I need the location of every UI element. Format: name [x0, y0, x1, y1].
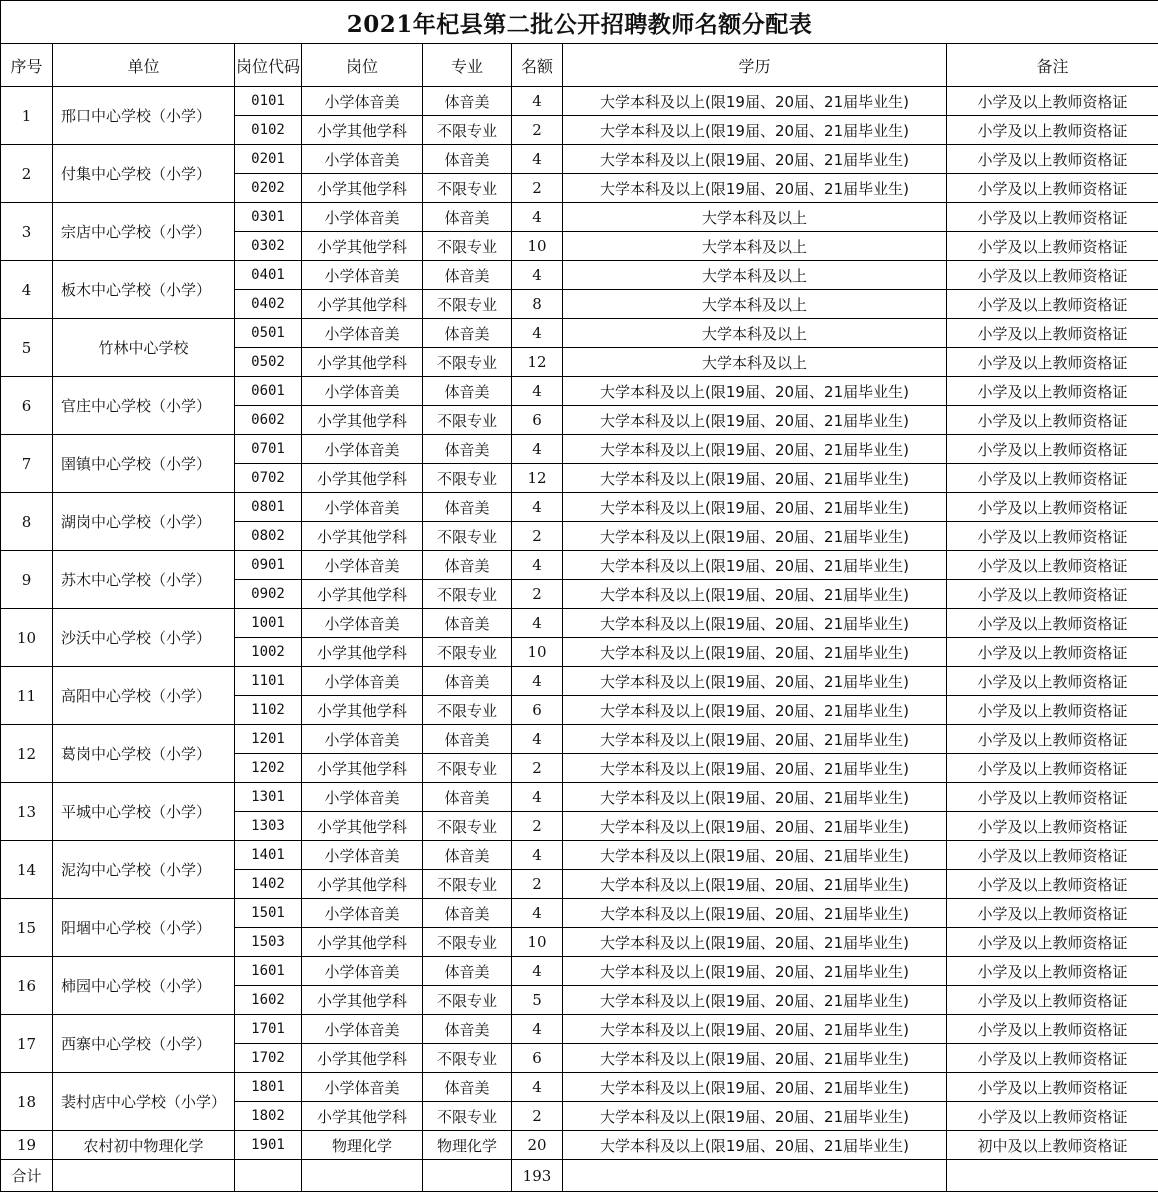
post-name: 小学体音美: [302, 841, 423, 870]
post-name: 小学其他学科: [302, 580, 423, 609]
post-name: 小学其他学科: [302, 522, 423, 551]
quota-count: 4: [512, 203, 563, 232]
post-code: 1801: [235, 1073, 302, 1102]
major: 体音美: [423, 899, 512, 928]
remark: 小学及以上教师资格证: [947, 435, 1158, 464]
post-code: 1702: [235, 1044, 302, 1073]
major: 不限专业: [423, 812, 512, 841]
row-number: 8: [1, 493, 53, 551]
remark: 小学及以上教师资格证: [947, 87, 1158, 116]
post-name: 小学体音美: [302, 203, 423, 232]
remark: 小学及以上教师资格证: [947, 261, 1158, 290]
row-number: 10: [1, 609, 53, 667]
education-requirement: 大学本科及以上: [563, 319, 947, 348]
row-number: 15: [1, 899, 53, 957]
quota-count: 2: [512, 522, 563, 551]
quota-count: 10: [512, 232, 563, 261]
unit-name: 付集中心学校（小学）: [53, 145, 235, 203]
major: 体音美: [423, 667, 512, 696]
remark: 小学及以上教师资格证: [947, 348, 1158, 377]
major: 不限专业: [423, 1044, 512, 1073]
post-name: 小学体音美: [302, 319, 423, 348]
quota-count: 4: [512, 87, 563, 116]
row-number: 1: [1, 87, 53, 145]
post-code: 1101: [235, 667, 302, 696]
header-remark: 备注: [947, 44, 1158, 87]
unit-name: 沙沃中心学校（小学）: [53, 609, 235, 667]
education-requirement: 大学本科及以上(限19届、20届、21届毕业生): [563, 551, 947, 580]
remark: 初中及以上教师资格证: [947, 1131, 1158, 1160]
post-code: 1802: [235, 1102, 302, 1131]
post-name: 小学体音美: [302, 493, 423, 522]
table-row: [1, 1015, 1158, 1044]
header-major: 专业: [423, 44, 512, 87]
quota-count: 4: [512, 435, 563, 464]
post-code: 1201: [235, 725, 302, 754]
education-requirement: 大学本科及以上: [563, 348, 947, 377]
post-name: 小学其他学科: [302, 986, 423, 1015]
row-number: 2: [1, 145, 53, 203]
remark: 小学及以上教师资格证: [947, 609, 1158, 638]
header-post: 岗位: [302, 44, 423, 87]
remark: 小学及以上教师资格证: [947, 203, 1158, 232]
quota-count: 4: [512, 551, 563, 580]
row-number: 4: [1, 261, 53, 319]
major: 体音美: [423, 377, 512, 406]
post-code: 0802: [235, 522, 302, 551]
post-code: 1202: [235, 754, 302, 783]
unit-name: 竹林中心学校: [53, 319, 235, 377]
row-number: 9: [1, 551, 53, 609]
total-empty-unit: [53, 1160, 235, 1192]
education-requirement: 大学本科及以上(限19届、20届、21届毕业生): [563, 1102, 947, 1131]
education-requirement: 大学本科及以上(限19届、20届、21届毕业生): [563, 609, 947, 638]
table-row: [1, 899, 1158, 928]
quota-count: 4: [512, 841, 563, 870]
table-row: [1, 551, 1158, 580]
quota-count: 20: [512, 1131, 563, 1160]
unit-name: 宗店中心学校（小学）: [53, 203, 235, 261]
remark: 小学及以上教师资格证: [947, 841, 1158, 870]
post-code: 1602: [235, 986, 302, 1015]
row-number: 7: [1, 435, 53, 493]
education-requirement: 大学本科及以上(限19届、20届、21届毕业生): [563, 638, 947, 667]
education-requirement: 大学本科及以上(限19届、20届、21届毕业生): [563, 87, 947, 116]
major: 不限专业: [423, 464, 512, 493]
major: 不限专业: [423, 1102, 512, 1131]
major: 不限专业: [423, 290, 512, 319]
education-requirement: 大学本科及以上(限19届、20届、21届毕业生): [563, 725, 947, 754]
remark: 小学及以上教师资格证: [947, 493, 1158, 522]
table-row: [1, 667, 1158, 696]
remark: 小学及以上教师资格证: [947, 1102, 1158, 1131]
post-name: 小学体音美: [302, 609, 423, 638]
row-number: 12: [1, 725, 53, 783]
remark: 小学及以上教师资格证: [947, 1015, 1158, 1044]
row-number: 18: [1, 1073, 53, 1131]
major: 体音美: [423, 783, 512, 812]
education-requirement: 大学本科及以上(限19届、20届、21届毕业生): [563, 696, 947, 725]
table-row: [1, 609, 1158, 638]
remark: 小学及以上教师资格证: [947, 986, 1158, 1015]
education-requirement: 大学本科及以上(限19届、20届、21届毕业生): [563, 580, 947, 609]
post-code: 0101: [235, 87, 302, 116]
total-empty-education: [563, 1160, 947, 1192]
post-code: 1001: [235, 609, 302, 638]
post-name: 小学体音美: [302, 899, 423, 928]
unit-name: 平城中心学校（小学）: [53, 783, 235, 841]
post-name: 小学体音美: [302, 377, 423, 406]
remark: 小学及以上教师资格证: [947, 812, 1158, 841]
post-name: 小学体音美: [302, 667, 423, 696]
table-row: [1, 87, 1158, 116]
remark: 小学及以上教师资格证: [947, 580, 1158, 609]
major: 体音美: [423, 203, 512, 232]
remark: 小学及以上教师资格证: [947, 174, 1158, 203]
quota-count: 12: [512, 464, 563, 493]
row-number: 5: [1, 319, 53, 377]
post-name: 小学其他学科: [302, 812, 423, 841]
remark: 小学及以上教师资格证: [947, 957, 1158, 986]
unit-name: 湖岗中心学校（小学）: [53, 493, 235, 551]
quota-count: 8: [512, 290, 563, 319]
remark: 小学及以上教师资格证: [947, 1073, 1158, 1102]
post-name: 小学其他学科: [302, 1044, 423, 1073]
major: 体音美: [423, 493, 512, 522]
post-code: 1501: [235, 899, 302, 928]
remark: 小学及以上教师资格证: [947, 522, 1158, 551]
remark: 小学及以上教师资格证: [947, 377, 1158, 406]
post-code: 0301: [235, 203, 302, 232]
post-code: 0402: [235, 290, 302, 319]
remark: 小学及以上教师资格证: [947, 464, 1158, 493]
unit-name: 邢口中心学校（小学）: [53, 87, 235, 145]
post-name: 小学体音美: [302, 783, 423, 812]
education-requirement: 大学本科及以上(限19届、20届、21届毕业生): [563, 145, 947, 174]
post-name: 小学其他学科: [302, 174, 423, 203]
major: 体音美: [423, 551, 512, 580]
major: 不限专业: [423, 580, 512, 609]
post-name: 小学体音美: [302, 957, 423, 986]
unit-name: 高阳中心学校（小学）: [53, 667, 235, 725]
major: 体音美: [423, 957, 512, 986]
education-requirement: 大学本科及以上(限19届、20届、21届毕业生): [563, 754, 947, 783]
major: 体音美: [423, 435, 512, 464]
major: 不限专业: [423, 174, 512, 203]
education-requirement: 大学本科及以上(限19届、20届、21届毕业生): [563, 1131, 947, 1160]
post-name: 小学体音美: [302, 551, 423, 580]
post-code: 0601: [235, 377, 302, 406]
header-code: 岗位代码: [235, 44, 302, 87]
quota-count: 2: [512, 580, 563, 609]
post-code: 0602: [235, 406, 302, 435]
remark: 小学及以上教师资格证: [947, 406, 1158, 435]
table-row: [1, 319, 1158, 348]
major: 不限专业: [423, 522, 512, 551]
post-code: 0401: [235, 261, 302, 290]
post-code: 0701: [235, 435, 302, 464]
quota-count: 10: [512, 928, 563, 957]
education-requirement: 大学本科及以上(限19届、20届、21届毕业生): [563, 116, 947, 145]
quota-count: 2: [512, 754, 563, 783]
post-name: 小学其他学科: [302, 232, 423, 261]
education-requirement: 大学本科及以上(限19届、20届、21届毕业生): [563, 928, 947, 957]
quota-count: 6: [512, 406, 563, 435]
major: 不限专业: [423, 696, 512, 725]
education-requirement: 大学本科及以上(限19届、20届、21届毕业生): [563, 812, 947, 841]
major: 不限专业: [423, 638, 512, 667]
row-number: 6: [1, 377, 53, 435]
remark: 小学及以上教师资格证: [947, 667, 1158, 696]
post-code: 0801: [235, 493, 302, 522]
quota-count: 4: [512, 783, 563, 812]
table-row: [1, 1073, 1158, 1102]
unit-name: 板木中心学校（小学）: [53, 261, 235, 319]
table-row: [1, 957, 1158, 986]
unit-name: 西寨中心学校（小学）: [53, 1015, 235, 1073]
row-number: 17: [1, 1015, 53, 1073]
post-code: 1901: [235, 1131, 302, 1160]
post-name: 小学其他学科: [302, 348, 423, 377]
major: 体音美: [423, 87, 512, 116]
education-requirement: 大学本科及以上(限19届、20届、21届毕业生): [563, 870, 947, 899]
remark: 小学及以上教师资格证: [947, 551, 1158, 580]
post-code: 1503: [235, 928, 302, 957]
education-requirement: 大学本科及以上(限19届、20届、21届毕业生): [563, 406, 947, 435]
post-name: 小学体音美: [302, 435, 423, 464]
quota-count: 4: [512, 725, 563, 754]
total-empty-remark: [947, 1160, 1158, 1192]
quota-count: 4: [512, 145, 563, 174]
total-count: 193: [512, 1160, 563, 1192]
quota-count: 6: [512, 696, 563, 725]
quota-count: 2: [512, 812, 563, 841]
major: 不限专业: [423, 754, 512, 783]
education-requirement: 大学本科及以上(限19届、20届、21届毕业生): [563, 1015, 947, 1044]
major: 不限专业: [423, 870, 512, 899]
major: 体音美: [423, 841, 512, 870]
remark: 小学及以上教师资格证: [947, 754, 1158, 783]
post-name: 小学体音美: [302, 1073, 423, 1102]
major: 不限专业: [423, 928, 512, 957]
major: 物理化学: [423, 1131, 512, 1160]
major: 体音美: [423, 1073, 512, 1102]
remark: 小学及以上教师资格证: [947, 928, 1158, 957]
total-row: [1, 1160, 1158, 1192]
total-label: 合计: [1, 1160, 53, 1192]
major: 体音美: [423, 319, 512, 348]
total-empty-code: [235, 1160, 302, 1192]
post-code: 1102: [235, 696, 302, 725]
quota-count: 2: [512, 116, 563, 145]
quota-count: 4: [512, 1015, 563, 1044]
major: 不限专业: [423, 232, 512, 261]
unit-name: 柿园中心学校（小学）: [53, 957, 235, 1015]
unit-name: 农村初中物理化学: [53, 1131, 235, 1160]
major: 体音美: [423, 725, 512, 754]
table-row: [1, 725, 1158, 754]
education-requirement: 大学本科及以上(限19届、20届、21届毕业生): [563, 377, 947, 406]
remark: 小学及以上教师资格证: [947, 290, 1158, 319]
remark: 小学及以上教师资格证: [947, 783, 1158, 812]
table-row: [1, 261, 1158, 290]
quota-count: 4: [512, 377, 563, 406]
quota-count: 4: [512, 319, 563, 348]
education-requirement: 大学本科及以上(限19届、20届、21届毕业生): [563, 435, 947, 464]
major: 体音美: [423, 1015, 512, 1044]
post-code: 1303: [235, 812, 302, 841]
remark: 小学及以上教师资格证: [947, 899, 1158, 928]
post-code: 1301: [235, 783, 302, 812]
post-code: 0302: [235, 232, 302, 261]
unit-name: 阳堌中心学校（小学）: [53, 899, 235, 957]
education-requirement: 大学本科及以上: [563, 290, 947, 319]
major: 体音美: [423, 609, 512, 638]
quota-count: 5: [512, 986, 563, 1015]
post-code: 1601: [235, 957, 302, 986]
education-requirement: 大学本科及以上(限19届、20届、21届毕业生): [563, 1073, 947, 1102]
education-requirement: 大学本科及以上(限19届、20届、21届毕业生): [563, 174, 947, 203]
remark: 小学及以上教师资格证: [947, 1044, 1158, 1073]
table-row: [1, 203, 1158, 232]
remark: 小学及以上教师资格证: [947, 870, 1158, 899]
post-code: 0102: [235, 116, 302, 145]
header-education: 学历: [563, 44, 947, 87]
quota-count: 4: [512, 261, 563, 290]
post-name: 小学其他学科: [302, 928, 423, 957]
table-row: [1, 841, 1158, 870]
post-code: 0902: [235, 580, 302, 609]
major: 不限专业: [423, 348, 512, 377]
header-no: 序号: [1, 44, 53, 87]
quota-count: 10: [512, 638, 563, 667]
major: 不限专业: [423, 986, 512, 1015]
post-code: 1701: [235, 1015, 302, 1044]
post-name: 小学其他学科: [302, 290, 423, 319]
education-requirement: 大学本科及以上: [563, 203, 947, 232]
major: 不限专业: [423, 406, 512, 435]
education-requirement: 大学本科及以上(限19届、20届、21届毕业生): [563, 783, 947, 812]
post-name: 小学其他学科: [302, 638, 423, 667]
unit-name: 裴村店中心学校（小学）: [53, 1073, 235, 1131]
header-row: [1, 44, 1158, 87]
major: 不限专业: [423, 116, 512, 145]
quota-count: 4: [512, 957, 563, 986]
education-requirement: 大学本科及以上(限19届、20届、21届毕业生): [563, 986, 947, 1015]
table-row: [1, 377, 1158, 406]
education-requirement: 大学本科及以上(限19届、20届、21届毕业生): [563, 493, 947, 522]
post-code: 1402: [235, 870, 302, 899]
post-code: 0202: [235, 174, 302, 203]
row-number: 3: [1, 203, 53, 261]
unit-name: 苏木中心学校（小学）: [53, 551, 235, 609]
post-name: 小学其他学科: [302, 116, 423, 145]
post-code: 1002: [235, 638, 302, 667]
post-name: 小学其他学科: [302, 1102, 423, 1131]
post-name: 小学体音美: [302, 1015, 423, 1044]
post-name: 小学其他学科: [302, 870, 423, 899]
table-row: [1, 435, 1158, 464]
table-row: [1, 1131, 1158, 1160]
education-requirement: 大学本科及以上(限19届、20届、21届毕业生): [563, 667, 947, 696]
post-name: 小学其他学科: [302, 754, 423, 783]
remark: 小学及以上教师资格证: [947, 145, 1158, 174]
quota-count: 2: [512, 174, 563, 203]
remark: 小学及以上教师资格证: [947, 638, 1158, 667]
post-code: 0901: [235, 551, 302, 580]
post-name: 小学体音美: [302, 725, 423, 754]
row-number: 16: [1, 957, 53, 1015]
header-unit: 单位: [53, 44, 235, 87]
header-count: 名额: [512, 44, 563, 87]
major: 体音美: [423, 145, 512, 174]
post-name: 小学其他学科: [302, 464, 423, 493]
post-name: 小学体音美: [302, 87, 423, 116]
table-row: [1, 493, 1158, 522]
table-row: [1, 783, 1158, 812]
total-empty-major: [423, 1160, 512, 1192]
title-row: [1, 1, 1158, 44]
post-code: 0502: [235, 348, 302, 377]
major: 体音美: [423, 261, 512, 290]
remark: 小学及以上教师资格证: [947, 319, 1158, 348]
quota-count: 6: [512, 1044, 563, 1073]
row-number: 13: [1, 783, 53, 841]
education-requirement: 大学本科及以上: [563, 232, 947, 261]
post-code: 0501: [235, 319, 302, 348]
education-requirement: 大学本科及以上(限19届、20届、21届毕业生): [563, 957, 947, 986]
quota-count: 4: [512, 899, 563, 928]
unit-name: 官庄中心学校（小学）: [53, 377, 235, 435]
remark: 小学及以上教师资格证: [947, 232, 1158, 261]
row-number: 14: [1, 841, 53, 899]
post-code: 0201: [235, 145, 302, 174]
education-requirement: 大学本科及以上(限19届、20届、21届毕业生): [563, 899, 947, 928]
education-requirement: 大学本科及以上(限19届、20届、21届毕业生): [563, 841, 947, 870]
remark: 小学及以上教师资格证: [947, 725, 1158, 754]
row-number: 19: [1, 1131, 53, 1160]
quota-count: 2: [512, 1102, 563, 1131]
table-row: [1, 145, 1158, 174]
unit-name: 葛岗中心学校（小学）: [53, 725, 235, 783]
row-number: 11: [1, 667, 53, 725]
quota-count: 2: [512, 870, 563, 899]
quota-count: 4: [512, 609, 563, 638]
quota-count: 4: [512, 667, 563, 696]
education-requirement: 大学本科及以上(限19届、20届、21届毕业生): [563, 464, 947, 493]
post-name: 小学体音美: [302, 145, 423, 174]
quota-count: 4: [512, 493, 563, 522]
education-requirement: 大学本科及以上: [563, 261, 947, 290]
unit-name: 泥沟中心学校（小学）: [53, 841, 235, 899]
total-empty-post: [302, 1160, 423, 1192]
education-requirement: 大学本科及以上(限19届、20届、21届毕业生): [563, 1044, 947, 1073]
unit-name: 圉镇中心学校（小学）: [53, 435, 235, 493]
post-name: 物理化学: [302, 1131, 423, 1160]
quota-count: 12: [512, 348, 563, 377]
remark: 小学及以上教师资格证: [947, 696, 1158, 725]
table-title: 2021年杞县第二批公开招聘教师名额分配表: [1, 1, 1158, 44]
post-code: 0702: [235, 464, 302, 493]
remark: 小学及以上教师资格证: [947, 116, 1158, 145]
education-requirement: 大学本科及以上(限19届、20届、21届毕业生): [563, 522, 947, 551]
post-name: 小学其他学科: [302, 406, 423, 435]
post-name: 小学体音美: [302, 261, 423, 290]
quota-count: 4: [512, 1073, 563, 1102]
post-code: 1401: [235, 841, 302, 870]
post-name: 小学其他学科: [302, 696, 423, 725]
